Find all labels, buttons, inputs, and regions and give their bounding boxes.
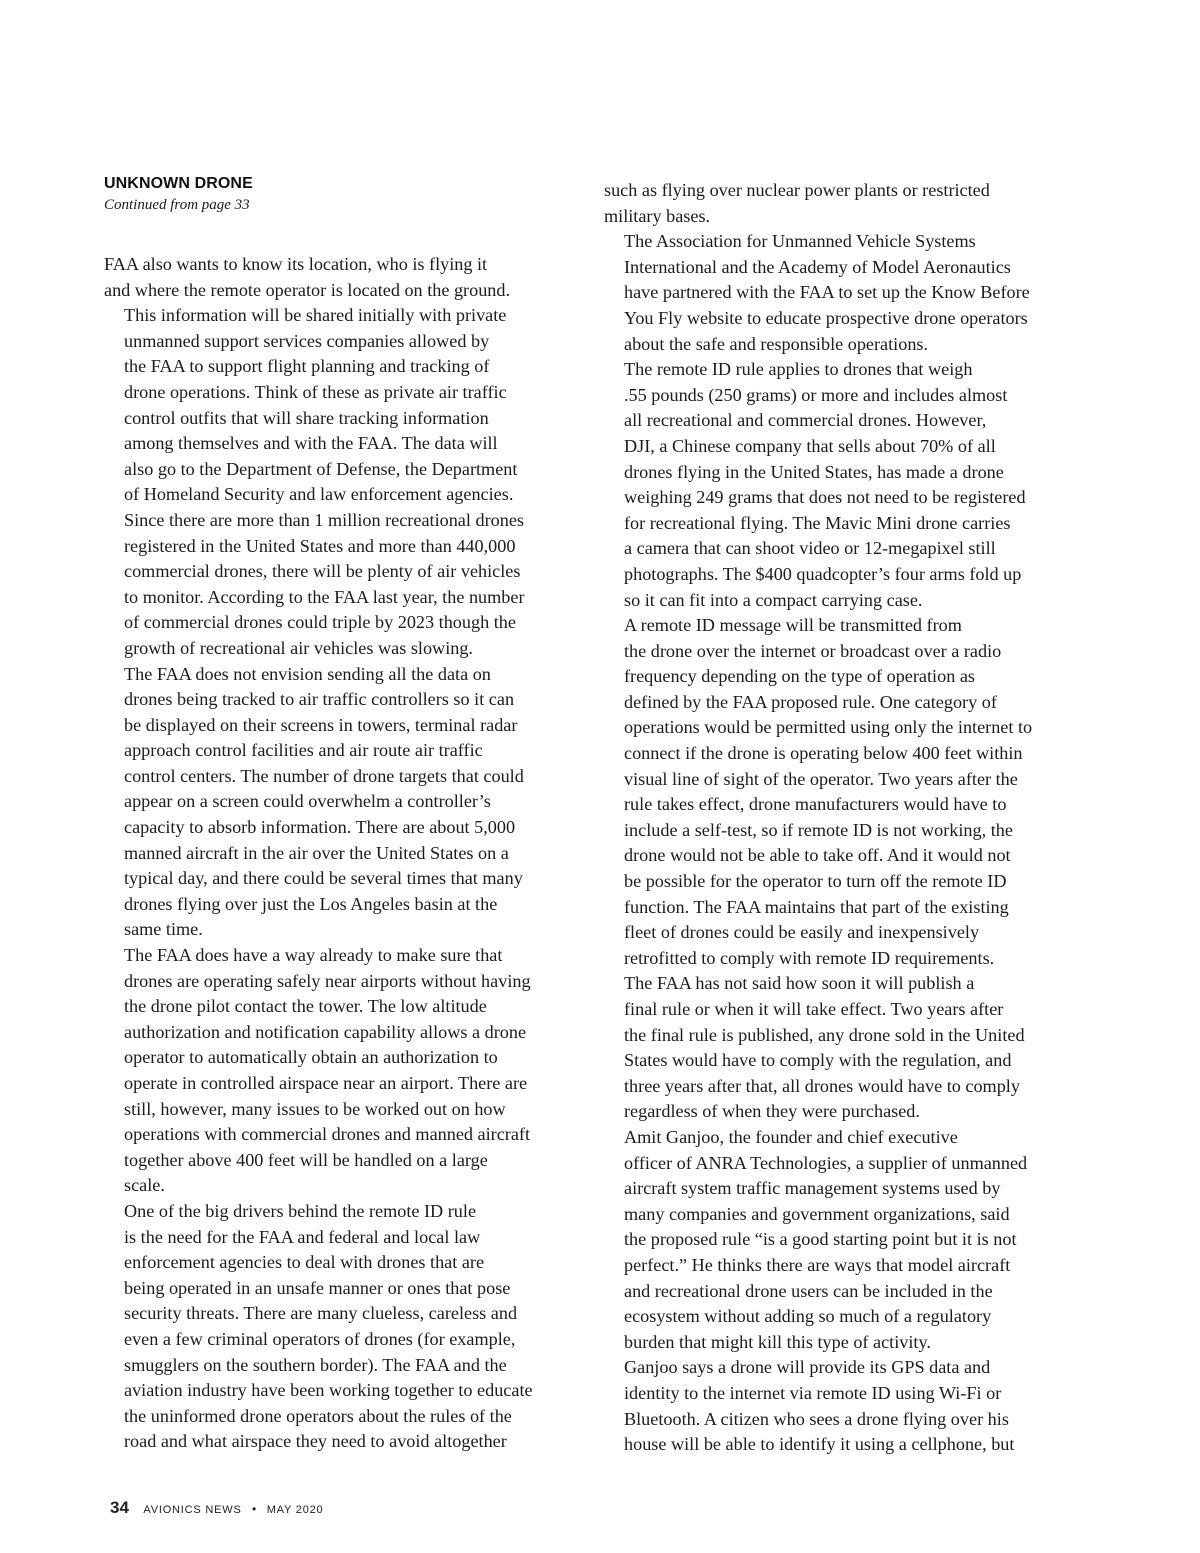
text-line: drones flying over just the Los Angeles basin at the — [124, 893, 498, 914]
text-line: have partnered with the FAA to set up the Know Before — [624, 282, 1030, 303]
text-line: fleet of drones could be easily and inexpensively — [624, 922, 980, 943]
text-line: still, however, many issues to be worked out on how — [124, 1098, 506, 1119]
paragraph — [604, 613, 1076, 971]
text-line: retrofitted to comply with remote ID requirements. — [624, 947, 995, 968]
publication-name: AVIONICS NEWS — [143, 1504, 242, 1516]
paragraph — [604, 229, 1076, 357]
paragraph — [604, 1355, 1076, 1457]
text-line: also go to the Department of Defense, the Department — [124, 458, 518, 479]
text-line: together above 400 feet will be handled on a large — [124, 1149, 488, 1170]
text-line: perfect.” He thinks there are ways that model aircraft — [624, 1254, 1011, 1275]
text-line: visual line of sight of the operator. Two years after the — [624, 768, 1018, 789]
article-header — [104, 174, 584, 215]
paragraph — [104, 943, 576, 1199]
text-line: registered in the United States and more than 440,000 — [124, 535, 516, 556]
text-line: drone would not be able to take off. And it would not — [624, 845, 1011, 866]
text-line: officer of ANRA Technologies, a supplier of unmanned — [624, 1152, 1028, 1173]
text-line: DJI, a Chinese company that sells about 70% of all — [624, 435, 996, 456]
text-line: identity to the internet via remote ID using Wi-Fi or — [624, 1382, 1002, 1403]
text-line: frequency depending on the type of operation as — [624, 666, 975, 687]
text-line: This information will be shared initially with private — [124, 305, 507, 326]
text-line: photographs. The $400 quadcopter’s four arms fold up — [624, 563, 1022, 584]
text-line: all recreational and commercial drones. However, — [624, 410, 987, 431]
text-line: operate in controlled airspace near an airport. There are — [124, 1073, 528, 1093]
paragraph — [104, 662, 576, 944]
text-line: A remote ID message will be transmitted from — [624, 615, 962, 636]
text-line: same time. — [124, 919, 203, 940]
article-kicker: UNKNOWN DRONE — [104, 175, 253, 192]
text-line: the FAA to support flight planning and tracking of — [124, 356, 490, 377]
text-line: and recreational drone users can be included in the — [624, 1280, 993, 1301]
text-line: and where the remote operator is located on the ground. — [104, 279, 511, 300]
paragraph — [604, 357, 1076, 613]
text-line: scale. — [124, 1175, 165, 1196]
text-line: defined by the FAA proposed rule. One category of — [624, 691, 997, 712]
text-line: aviation industry have been working together to educate — [124, 1380, 533, 1401]
text-line: drones are operating safely near airports without having — [124, 970, 531, 991]
text-line: Ganjoo says a drone will provide its GPS data and — [624, 1357, 991, 1378]
text-line: function. The FAA maintains that part of the existing — [624, 896, 1009, 917]
text-line: You Fly website to educate prospective drone operators — [624, 307, 1028, 328]
text-line: The FAA has not said how soon it will publish a — [624, 973, 975, 994]
text-line: drone operations. Think of these as private air traffic — [124, 381, 507, 402]
text-line: The Association for Unmanned Vehicle Systems — [624, 231, 976, 252]
text-line: many companies and government organizations, said — [624, 1203, 1010, 1224]
text-line: to monitor. According to the FAA last year, the number — [124, 586, 525, 607]
paragraph — [604, 971, 1076, 1125]
text-line: .55 pounds (250 grams) or more and includes almost — [624, 384, 1008, 405]
paragraph — [104, 252, 576, 303]
text-line: smugglers on the southern border). The FAA and the — [124, 1354, 507, 1375]
text-line: FAA also wants to know its location, who is flying it — [104, 254, 488, 274]
text-line: weighing 249 grams that does not need to be registered — [624, 487, 1026, 508]
text-line: be possible for the operator to turn off the remote ID — [624, 871, 1007, 892]
text-line: International and the Academy of Model Aeronautics — [624, 256, 1011, 277]
paragraph — [104, 1199, 576, 1455]
text-line: security threats. There are many clueless, careless and — [124, 1303, 518, 1324]
text-line: is the need for the FAA and federal and local law — [124, 1226, 481, 1247]
text-line: a camera that can shoot video or 12-megapixel still — [624, 538, 996, 559]
text-line: Bluetooth. A citizen who sees a drone flying over his — [624, 1408, 1009, 1429]
continued-note: Continued from page 33 — [104, 197, 250, 213]
issue-date: MAY 2020 — [266, 1504, 324, 1516]
text-line: operator to automatically obtain an authorization to — [124, 1047, 498, 1068]
text-line: capacity to absorb information. There are about 5,000 — [124, 817, 516, 838]
text-line: among themselves and with the FAA. The data will — [124, 433, 498, 454]
text-line: The FAA does not envision sending all the data on — [124, 663, 491, 684]
text-line: three years after that, all drones would have to comply — [624, 1075, 1020, 1096]
text-line: Amit Ganjoo, the founder and chief executive — [624, 1126, 958, 1147]
page-number: 34 — [110, 1498, 129, 1517]
text-line: of commercial drones could triple by 2023 though the — [124, 612, 516, 633]
text-line: the drone over the internet or broadcast over a radio — [624, 640, 1002, 661]
text-line: for recreational flying. The Mavic Mini drone carries — [624, 512, 1011, 533]
text-line: enforcement agencies to deal with drones that are — [124, 1252, 485, 1273]
text-line: appear on a screen could overwhelm a controller’s — [124, 791, 491, 812]
text-line: States would have to comply with the regulation, and — [624, 1050, 1012, 1071]
text-line: control outfits that will share tracking information — [124, 407, 489, 428]
text-line: military bases. — [604, 205, 711, 226]
text-line: the final rule is published, any drone sold in the United — [624, 1024, 1025, 1045]
text-line: the uninformed drone operators about the rules of the — [124, 1405, 512, 1426]
text-line: include a self-test, so if remote ID is not working, the — [624, 819, 1013, 840]
text-line: operations would be permitted using only the internet to — [624, 717, 1033, 738]
paragraph — [604, 1125, 1076, 1355]
text-line: authorization and notification capability allows a drone — [124, 1021, 527, 1042]
text-line: so it can fit into a compact carrying case. — [624, 589, 923, 610]
text-line: ecosystem without adding so much of a regulatory — [624, 1306, 992, 1327]
text-line: even a few criminal operators of drones (for example, — [124, 1328, 516, 1349]
text-line: the proposed rule “is a good starting point but it is not — [624, 1229, 1017, 1250]
text-line: manned aircraft in the air over the United States on a — [124, 842, 509, 863]
text-line: being operated in an unsafe manner or ones that pose — [124, 1277, 511, 1298]
paragraph — [104, 303, 576, 661]
text-line: such as flying over nuclear power plants or restricted — [604, 180, 990, 200]
text-line: control centers. The number of drone targets that could — [124, 765, 524, 786]
text-line: unmanned support services companies allowed by — [124, 330, 490, 351]
text-line: final rule or when it will take effect. Two years after — [624, 999, 1004, 1019]
text-line: be displayed on their screens in towers, terminal radar — [124, 714, 518, 735]
paragraph — [604, 178, 1076, 229]
text-line: aircraft system traffic management systems used by — [624, 1178, 1001, 1199]
page-footer — [110, 1498, 323, 1518]
text-line: of Homeland Security and law enforcement agencies. — [124, 484, 514, 505]
text-line: rule takes effect, drone manufacturers would have to — [624, 794, 1007, 815]
text-line: drones being tracked to air traffic controllers so it can — [124, 689, 515, 710]
text-line: growth of recreational air vehicles was slowing. — [124, 637, 473, 658]
footer-separator: • — [252, 1502, 257, 1516]
text-line: connect if the drone is operating below 400 feet within — [624, 743, 1023, 764]
text-line: the drone pilot contact the tower. The low altitude — [124, 996, 487, 1017]
text-line: The FAA does have a way already to make sure that — [124, 945, 503, 966]
right-column — [604, 178, 1076, 1458]
text-line: about the safe and responsible operations. — [624, 333, 929, 354]
text-line: regardless of when they were purchased. — [624, 1101, 920, 1122]
text-line: commercial drones, there will be plenty of air vehicles — [124, 561, 521, 582]
text-line: house will be able to identify it using a cellphone, but — [624, 1434, 1015, 1455]
text-line: approach control facilities and air route air traffic — [124, 740, 483, 761]
text-line: typical day, and there could be several times that many — [124, 868, 523, 889]
text-line: Since there are more than 1 million recreational drones — [124, 509, 524, 530]
text-line: burden that might kill this type of activity. — [624, 1331, 931, 1352]
text-line: The remote ID rule applies to drones that weigh — [624, 359, 973, 380]
left-column — [104, 252, 576, 1455]
text-line: drones flying in the United States, has made a drone — [624, 461, 1004, 482]
text-line: operations with commercial drones and manned aircraft — [124, 1124, 531, 1145]
text-line: One of the big drivers behind the remote ID rule — [124, 1200, 477, 1221]
text-line: road and what airspace they need to avoid altogether — [124, 1431, 507, 1452]
